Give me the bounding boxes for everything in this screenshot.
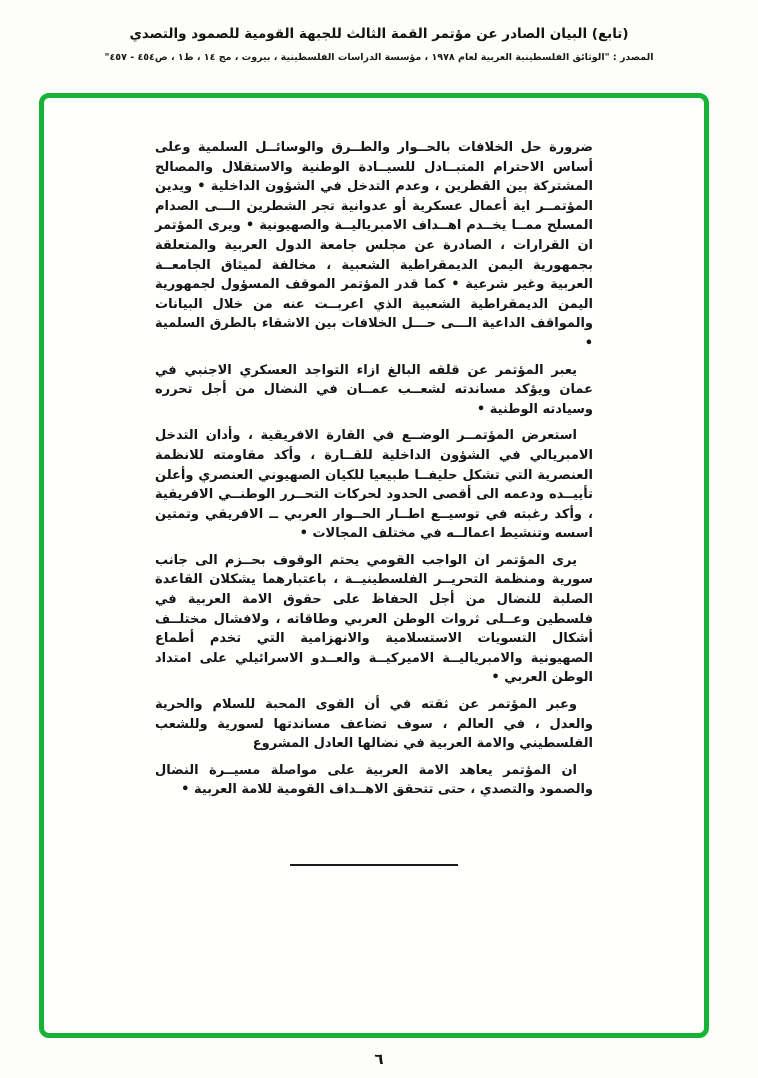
body-paragraph: يعبر المؤتمر عن قلقه البالغ ازاء التواجد العسكري الاجنبي في عمان ويؤكد مساندته لشعــب عمــان في النضال من أجل تحرره وسيادته الوطنية • (155, 362, 593, 417)
page-header (0, 26, 758, 63)
document-title: (تابع) البيان الصادر عن مؤتمر القمة الثالث للجبهة القومية للصمود والتصدي (129, 26, 629, 42)
body-paragraph: يرى المؤتمر ان الواجب القومي يحتم الوقوف بحــزم الى جانب سورية ومنظمة التحريــر الفلسطينيــة ، باعتبارهما يشكلان القاعدة الصلبة للنضال من أجل الحفاظ على حقوق الامة العربية في فلسطين وعــلى ثروات الوطن العربي وطاقاته ، ولافشال مختلــف أشكال التسويات الاستسلامية والانهزامية التي تخدم أطماع الصهيونية والامبرياليــة الاميركيــة والعــدو الاسرائيلي على امتداد الوطن العربي • (155, 552, 593, 686)
body-paragraph: وعبر المؤتمر عن ثقته في أن القوى المحبة للسلام والحرية والعدل ، في العالم ، سوف تضاعف مساندتها لسورية وللشعب الفلسطيني والامة العربية في نضالها العادل المشروع (155, 697, 593, 752)
end-divider (290, 864, 458, 866)
body-paragraph: ان المؤتمر يعاهد الامة العربية على مواصلة مسيــرة النضال والصمود والتصدي ، حتى تتحقق الاهــداف القومية للامة العربية • (155, 762, 593, 798)
page-border-frame (39, 93, 709, 1038)
body-paragraph: استعرض المؤتمــر الوضــع في القارة الافريقية ، وأدان التدخل الامبريالي في الشؤون الداخلية للقــارة ، وأكد مقاومته للانظمة العنصرية التي تشكل حليفــا طبيعيا للكيان الصهيوني العنصري وأعلن تأييــده ودعمه الى أقصى الحدود لحركات التحــرر الوطنــي الافريقية ، وأكد رغبته في توسيــع اطــار الحــوار العربي ــ الافريقي وتمتين اسسه وتنشيط اعمالــه في مختلف المجالات • (155, 428, 593, 542)
page-number: ٦ (374, 1050, 384, 1068)
document-source: المصدر : "الوثائق الفلسطينية العربية لعام ١٩٧٨ ، مؤسسة الدراسات الفلسطينية ، بيروت ، مج ١٤ ، ط١ ، ص٤٥٤ - ٤٥٧" (104, 52, 654, 63)
document-body (155, 138, 593, 800)
body-paragraph: ضرورة حل الخلافات بالحــوار والطــرق والوسائــل السلمية وعلى أساس الاحترام المتبــادل للسيــادة الوطنية والاستقلال والمصالح المشتركة بين القطرين ، وعدم التدخل في الشؤون الداخلية • ويدين المؤتمــر اية أعمال عسكرية أو عدوانية تجر الشطرين الـــى الصدام المسلح ممــا يخــدم اهــداف الامبرياليــة والصهيونية • ويرى المؤتمر ان القرارات ، الصادرة عن مجلس جامعة الدول العربية والمتعلقة بجمهورية اليمن الديمقراطية الشعبية ، مخالفة لميثاق الجامعــة العربية وغير شرعية • كما قدر المؤتمر الموقف المسؤول لجمهورية اليمن الديمقراطية الشعبية الذي اعربــت عنه من خلال البيانات والمواقف الداعية الـــى حـــل الخلافات بين الاشقاء بالطرق السلمية • (155, 140, 593, 351)
